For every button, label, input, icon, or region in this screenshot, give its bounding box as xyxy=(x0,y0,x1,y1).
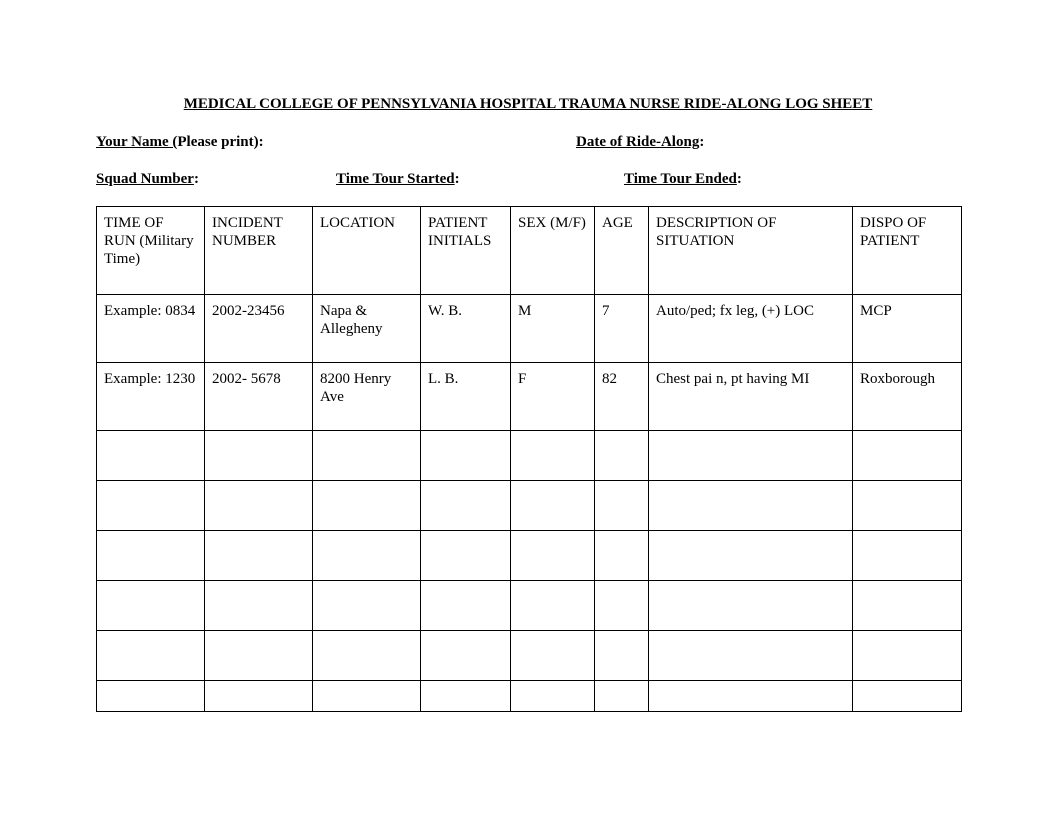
blank-cell[interactable] xyxy=(313,481,421,531)
blank-cell[interactable] xyxy=(649,581,853,631)
your-name-label-part-b: Please print): xyxy=(177,134,264,150)
header-description: DESCRIPTION OF SITUATION xyxy=(649,207,853,295)
date-label-text: Date of Ride-Along xyxy=(576,134,700,150)
time-tour-ended-label xyxy=(624,170,742,188)
cell-time-of-run[interactable]: Example: 1230 xyxy=(97,363,205,431)
header-dispo: DISPO OF PATIENT xyxy=(853,207,962,295)
blank-cell[interactable] xyxy=(649,631,853,681)
cell-location[interactable]: 8200 Henry Ave xyxy=(313,363,421,431)
ride-along-log-table xyxy=(96,206,962,712)
cell-incident-number[interactable]: 2002- 5678 xyxy=(205,363,313,431)
blank-cell[interactable] xyxy=(421,581,511,631)
blank-cell[interactable] xyxy=(97,531,205,581)
blank-cell[interactable] xyxy=(511,481,595,531)
blank-cell[interactable] xyxy=(421,481,511,531)
time-ended-label-colon: : xyxy=(736,171,742,187)
blank-cell[interactable] xyxy=(853,631,962,681)
blank-cell[interactable] xyxy=(313,581,421,631)
blank-cell[interactable] xyxy=(313,631,421,681)
blank-cell[interactable] xyxy=(313,431,421,481)
blank-cell[interactable] xyxy=(205,581,313,631)
blank-cell[interactable] xyxy=(649,681,853,712)
table-row-blank xyxy=(97,531,962,581)
blank-cell[interactable] xyxy=(649,531,853,581)
cell-incident-number[interactable]: 2002-23456 xyxy=(205,295,313,363)
cell-time-of-run[interactable]: Example: 0834 xyxy=(97,295,205,363)
header-age: AGE xyxy=(595,207,649,295)
cell-description[interactable]: Auto/ped; fx leg, (+) LOC xyxy=(649,295,853,363)
blank-cell[interactable] xyxy=(421,531,511,581)
blank-cell[interactable] xyxy=(313,681,421,712)
blank-cell[interactable] xyxy=(511,631,595,681)
blank-cell[interactable] xyxy=(649,431,853,481)
time-tour-started-label xyxy=(336,170,460,188)
table-row xyxy=(97,363,962,431)
cell-sex[interactable]: F xyxy=(511,363,595,431)
squad-number-label xyxy=(96,170,199,188)
table-row-blank xyxy=(97,681,962,712)
blank-cell[interactable] xyxy=(205,481,313,531)
blank-cell[interactable] xyxy=(205,681,313,712)
blank-cell[interactable] xyxy=(511,431,595,481)
squad-label-colon: : xyxy=(193,171,199,187)
your-name-label-part-a: Your Name ( xyxy=(96,134,178,150)
blank-cell[interactable] xyxy=(421,631,511,681)
your-name-label xyxy=(96,133,264,151)
cell-age[interactable]: 7 xyxy=(595,295,649,363)
blank-cell[interactable] xyxy=(97,481,205,531)
blank-cell[interactable] xyxy=(511,581,595,631)
blank-cell[interactable] xyxy=(595,581,649,631)
blank-cell[interactable] xyxy=(421,431,511,481)
blank-cell[interactable] xyxy=(511,531,595,581)
table-row-blank xyxy=(97,631,962,681)
blank-cell[interactable] xyxy=(205,531,313,581)
header-incident-number: INCIDENT NUMBER xyxy=(205,207,313,295)
time-started-label-text: Time Tour Started xyxy=(336,171,455,187)
blank-cell[interactable] xyxy=(97,681,205,712)
cell-patient-initials[interactable]: L. B. xyxy=(421,363,511,431)
cell-patient-initials[interactable]: W. B. xyxy=(421,295,511,363)
blank-cell[interactable] xyxy=(205,431,313,481)
header-sex: SEX (M/F) xyxy=(511,207,595,295)
table-header-row xyxy=(97,207,962,295)
blank-cell[interactable] xyxy=(97,631,205,681)
time-ended-label-text: Time Tour Ended xyxy=(624,171,737,187)
header-time-of-run: TIME OF RUN (Military Time) xyxy=(97,207,205,295)
blank-cell[interactable] xyxy=(595,481,649,531)
table-row-blank xyxy=(97,481,962,531)
blank-cell[interactable] xyxy=(595,631,649,681)
blank-cell[interactable] xyxy=(511,681,595,712)
blank-cell[interactable] xyxy=(97,431,205,481)
date-of-ride-along-label xyxy=(576,133,704,151)
cell-sex[interactable]: M xyxy=(511,295,595,363)
blank-cell[interactable] xyxy=(853,431,962,481)
blank-cell[interactable] xyxy=(853,681,962,712)
blank-cell[interactable] xyxy=(313,531,421,581)
time-started-label-colon: : xyxy=(454,171,460,187)
blank-cell[interactable] xyxy=(853,481,962,531)
squad-label-text: Squad Number xyxy=(96,171,194,187)
page-title: MEDICAL COLLEGE OF PENNSYLVANIA HOSPITAL TRAUMA NURSE RIDE-ALONG LOG SHEET xyxy=(183,96,873,112)
cell-dispo[interactable]: MCP xyxy=(853,295,962,363)
cell-dispo[interactable]: Roxborough xyxy=(853,363,962,431)
cell-age[interactable]: 82 xyxy=(595,363,649,431)
cell-location[interactable]: Napa & Allegheny xyxy=(313,295,421,363)
blank-cell[interactable] xyxy=(595,681,649,712)
header-location: LOCATION xyxy=(313,207,421,295)
blank-cell[interactable] xyxy=(205,631,313,681)
cell-description[interactable]: Chest pai n, pt having MI xyxy=(649,363,853,431)
blank-cell[interactable] xyxy=(853,531,962,581)
header-patient-initials: PATIENT INITIALS xyxy=(421,207,511,295)
table-row-blank xyxy=(97,431,962,481)
blank-cell[interactable] xyxy=(595,531,649,581)
blank-cell[interactable] xyxy=(853,581,962,631)
date-label-colon: : xyxy=(699,134,705,150)
blank-cell[interactable] xyxy=(421,681,511,712)
blank-cell[interactable] xyxy=(97,581,205,631)
blank-cell[interactable] xyxy=(649,481,853,531)
table-row-blank xyxy=(97,581,962,631)
blank-cell[interactable] xyxy=(595,431,649,481)
table-row xyxy=(97,295,962,363)
